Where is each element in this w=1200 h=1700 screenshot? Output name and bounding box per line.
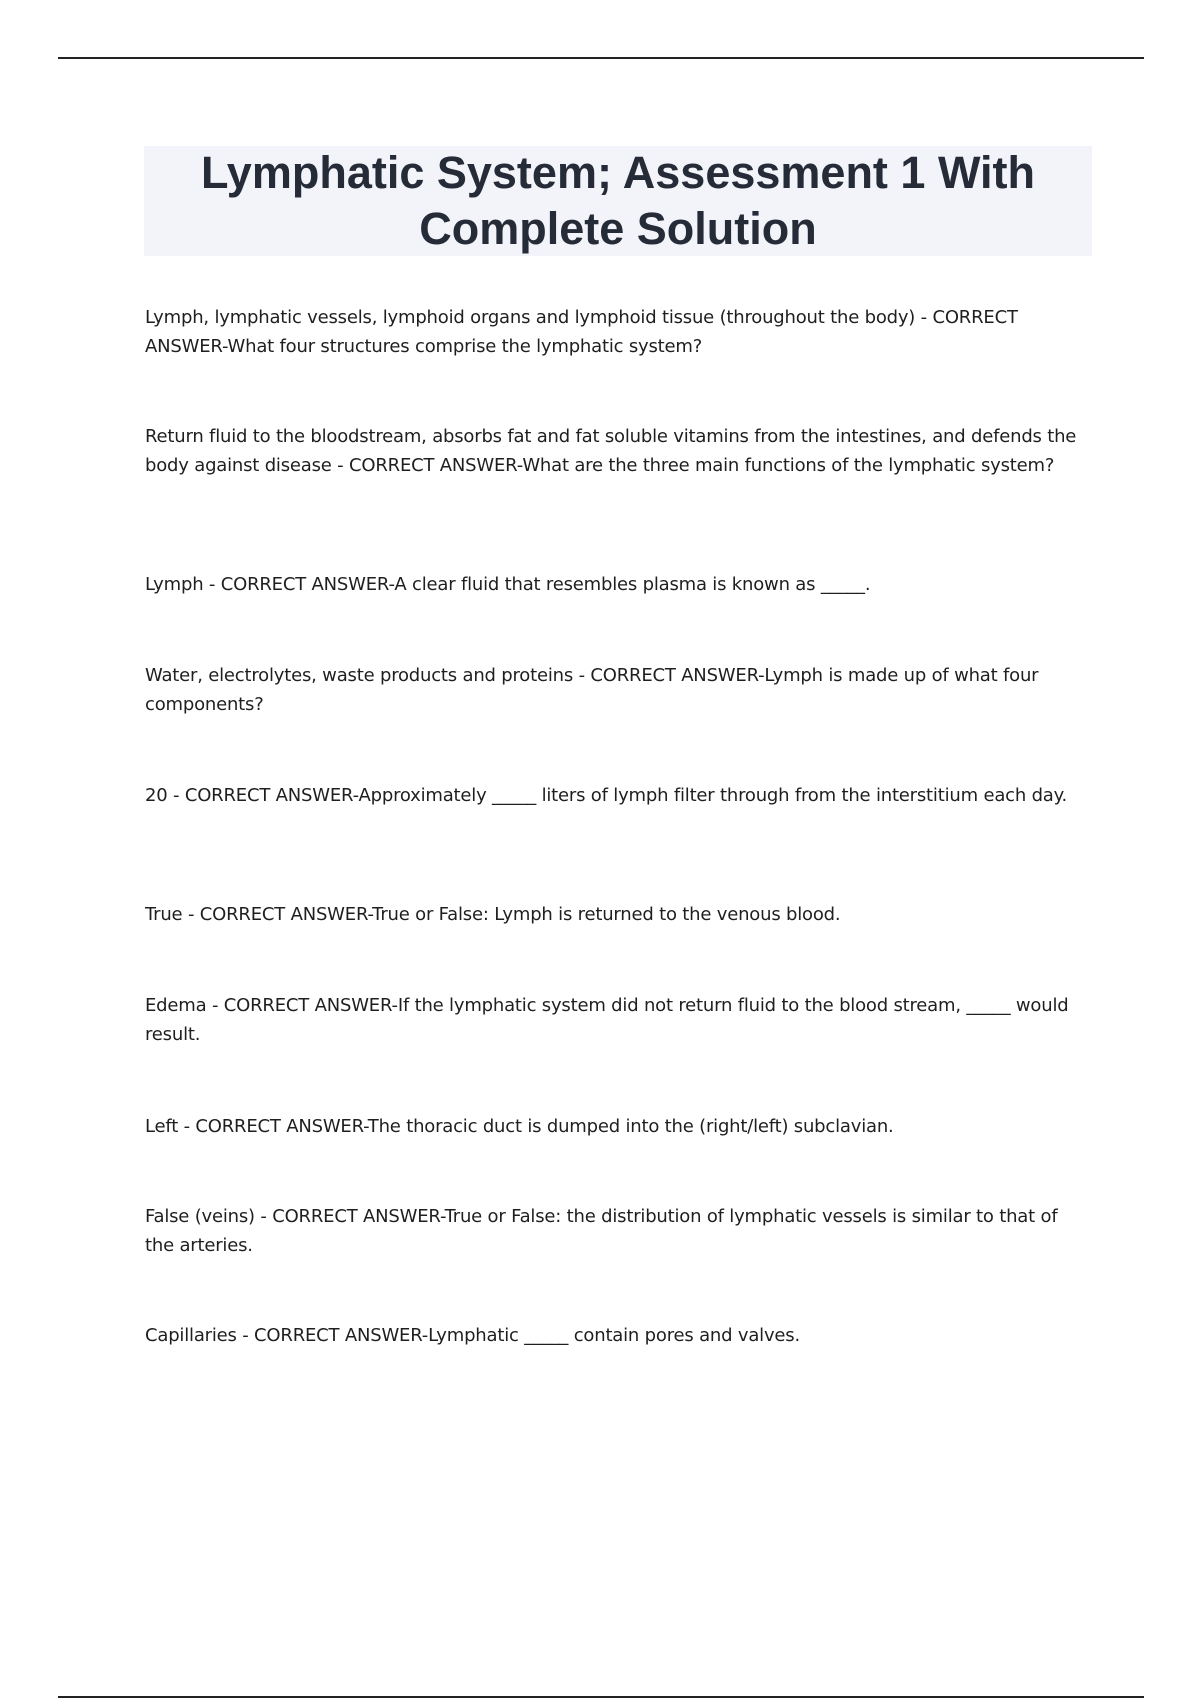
qa-item: False (veins) - CORRECT ANSWER-True or False: the distribution of lymphatic vessels is similar to that of the arteries.	[145, 1206, 1058, 1256]
qa-item: True - CORRECT ANSWER-True or False: Lymph is returned to the venous blood.	[145, 904, 841, 925]
qa-item: Left - CORRECT ANSWER-The thoracic duct is dumped into the (right/left) subclavian.	[145, 1116, 894, 1137]
qa-item: Return fluid to the bloodstream, absorbs fat and fat soluble vitamins from the intestines, and defends the body against disease - CORRECT ANSWER-What are the three main functions of the lymphatic system?	[145, 426, 1077, 476]
qa-item: Water, electrolytes, waste products and proteins - CORRECT ANSWER-Lymph is made up of what four components?	[145, 665, 1039, 715]
qa-item: Lymph - CORRECT ANSWER-A clear fluid that resembles plasma is known as _____.	[145, 574, 871, 595]
qa-item: Capillaries - CORRECT ANSWER-Lymphatic _____ contain pores and valves.	[145, 1325, 800, 1346]
title-banner	[144, 146, 1092, 256]
qa-item: Edema - CORRECT ANSWER-If the lymphatic system did not return fluid to the blood stream, _____ would result.	[145, 995, 1069, 1045]
qa-item: Lymph, lymphatic vessels, lymphoid organs and lymphoid tissue (throughout the body) - CORRECT ANSWER-What four structures comprise the lymphatic system?	[145, 307, 1018, 357]
bottom-rule	[58, 1696, 1144, 1698]
qa-item: 20 - CORRECT ANSWER-Approximately _____ liters of lymph filter through from the interstitium each day.	[145, 785, 1068, 806]
top-rule	[58, 57, 1144, 59]
document-title: Lymphatic System; Assessment 1 With Complete Solution	[200, 147, 1036, 254]
